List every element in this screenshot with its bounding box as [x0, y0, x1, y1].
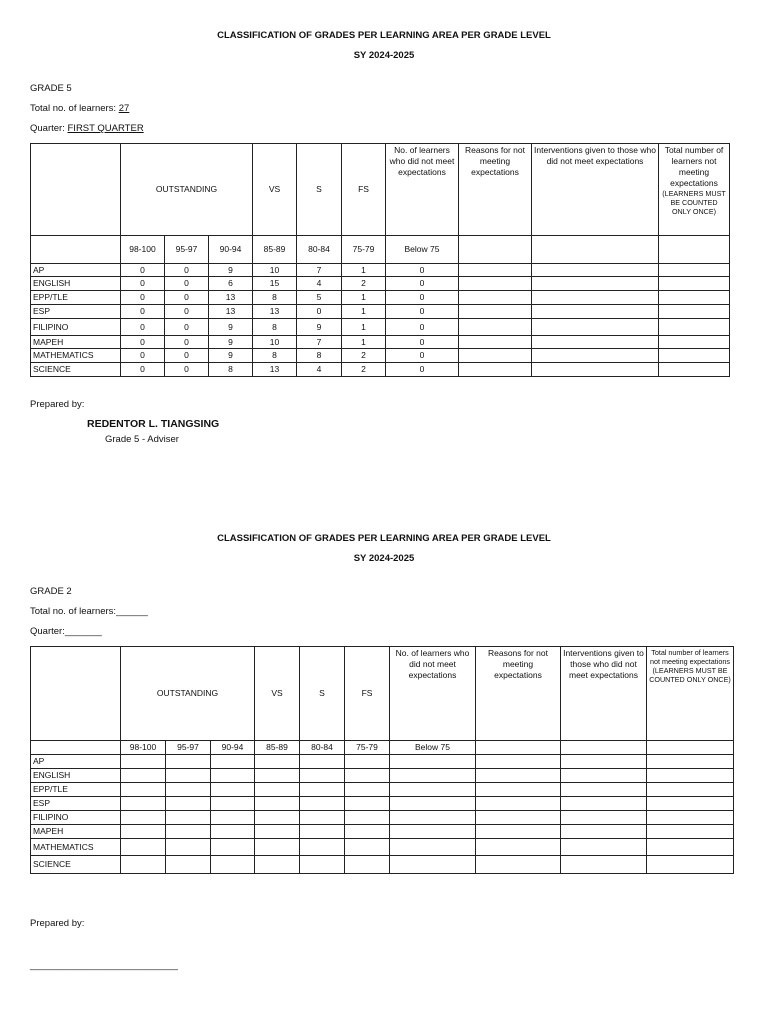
subject-cell: FILIPINO	[31, 319, 121, 336]
empty-cell	[255, 856, 300, 874]
value-cell: 5	[297, 291, 342, 305]
empty-cell	[459, 305, 532, 319]
value-cell: 0	[386, 336, 459, 349]
header-s: S	[300, 647, 345, 741]
empty-cell	[532, 319, 659, 336]
value-cell: 0	[121, 336, 165, 349]
empty-cell	[659, 264, 730, 277]
empty-cell	[476, 839, 561, 856]
value-cell: 0	[165, 305, 209, 319]
header-fs: FS	[345, 647, 390, 741]
empty-cell	[255, 811, 300, 825]
header-outstanding: OUTSTANDING	[121, 647, 255, 741]
subject-cell: MATHEMATICS	[31, 839, 121, 856]
empty-cell	[300, 825, 345, 839]
empty-cell	[121, 856, 166, 874]
empty-cell	[647, 856, 734, 874]
report1-learners-label: Total no. of learners:	[30, 103, 119, 114]
header-total-note: (LEARNERS MUST BE COUNTED ONLY ONCE)	[662, 189, 726, 216]
header-vs: VS	[255, 647, 300, 741]
range-label: 90-94	[209, 236, 253, 264]
blank-header-cell	[31, 647, 121, 741]
subject-cell: MAPEH	[31, 336, 121, 349]
empty-cell	[300, 811, 345, 825]
value-cell: 0	[386, 264, 459, 277]
range-label: 98-100	[121, 741, 166, 755]
value-cell: 4	[297, 277, 342, 291]
value-cell: 13	[209, 291, 253, 305]
table-row	[31, 755, 734, 769]
value-cell: 13	[253, 305, 297, 319]
value-cell: 9	[209, 349, 253, 363]
empty-cell	[211, 839, 255, 856]
value-cell: 13	[253, 363, 297, 377]
value-cell: 0	[121, 363, 165, 377]
empty-cell	[345, 856, 390, 874]
value-cell: 9	[209, 264, 253, 277]
report2-signature-line: ____________________________	[30, 960, 178, 971]
empty-cell	[647, 825, 734, 839]
value-cell: 2	[342, 363, 386, 377]
empty-cell	[561, 797, 647, 811]
empty-cell	[166, 856, 211, 874]
empty-cell	[390, 783, 476, 797]
blank-header-cell	[31, 144, 121, 236]
report2-grade: GRADE 2	[30, 586, 72, 597]
empty-cell	[345, 769, 390, 783]
report2-grades-table	[30, 646, 734, 874]
report1-learners-value: 27	[118, 103, 130, 114]
subject-cell: ENGLISH	[31, 277, 121, 291]
empty-cell	[476, 755, 561, 769]
empty-cell	[390, 825, 476, 839]
table-row	[31, 797, 734, 811]
report2-quarter: Quarter:_______	[30, 626, 102, 637]
empty-cell	[459, 291, 532, 305]
empty-cell	[647, 755, 734, 769]
table-row	[31, 319, 730, 336]
value-cell: 7	[297, 336, 342, 349]
empty-cell	[659, 363, 730, 377]
empty-cell	[659, 291, 730, 305]
subject-cell: MAPEH	[31, 825, 121, 839]
value-cell: 0	[386, 349, 459, 363]
value-cell: 10	[253, 264, 297, 277]
report1-grades-table	[30, 143, 730, 377]
empty-cell	[476, 797, 561, 811]
value-cell: 0	[165, 363, 209, 377]
empty-cell	[561, 839, 647, 856]
report1-school-year: SY 2024-2025	[353, 50, 415, 61]
report1-learners	[30, 103, 129, 114]
empty-cell	[166, 825, 211, 839]
empty-cell	[121, 769, 166, 783]
empty-cell	[647, 797, 734, 811]
subject-cell: AP	[31, 755, 121, 769]
empty-cell	[647, 811, 734, 825]
empty-cell	[121, 755, 166, 769]
empty-cell	[532, 264, 659, 277]
empty-cell	[211, 769, 255, 783]
value-cell: 0	[121, 277, 165, 291]
empty-cell	[390, 797, 476, 811]
report1-grade: GRADE 5	[30, 83, 72, 94]
empty-cell	[561, 825, 647, 839]
value-cell: 8	[253, 319, 297, 336]
empty-cell	[166, 783, 211, 797]
header-interventions: Interventions given to those who did not meet expectations	[532, 144, 659, 236]
empty-cell	[300, 839, 345, 856]
empty-cell	[345, 797, 390, 811]
report2-title: CLASSIFICATION OF GRADES PER LEARNING AREA PER GRADE LEVEL	[217, 533, 551, 544]
table-row	[31, 783, 734, 797]
value-cell: 1	[342, 319, 386, 336]
subject-cell: EPP/TLE	[31, 291, 121, 305]
value-cell: 0	[165, 336, 209, 349]
range-label: 95-97	[165, 236, 209, 264]
value-cell: 1	[342, 336, 386, 349]
value-cell: 1	[342, 291, 386, 305]
range-blank-cell	[459, 236, 532, 264]
subject-cell: AP	[31, 264, 121, 277]
empty-cell	[255, 769, 300, 783]
value-cell: 7	[297, 264, 342, 277]
subject-cell: SCIENCE	[31, 363, 121, 377]
value-cell: 0	[386, 277, 459, 291]
empty-cell	[211, 825, 255, 839]
subject-cell: ENGLISH	[31, 769, 121, 783]
range-blank-cell	[31, 236, 121, 264]
report1-quarter-value: FIRST QUARTER	[67, 123, 144, 134]
empty-cell	[459, 277, 532, 291]
header-s: S	[297, 144, 342, 236]
subject-cell: ESP	[31, 305, 121, 319]
empty-cell	[166, 769, 211, 783]
range-label: 85-89	[255, 741, 300, 755]
range-label: 85-89	[253, 236, 297, 264]
empty-cell	[211, 755, 255, 769]
empty-cell	[345, 755, 390, 769]
subject-cell: FILIPINO	[31, 811, 121, 825]
empty-cell	[121, 783, 166, 797]
range-blank-cell	[31, 741, 121, 755]
value-cell: 0	[121, 264, 165, 277]
empty-cell	[255, 783, 300, 797]
empty-cell	[476, 856, 561, 874]
value-cell: 2	[342, 277, 386, 291]
range-label: 75-79	[345, 741, 390, 755]
range-blank-cell	[659, 236, 730, 264]
empty-cell	[647, 783, 734, 797]
header-total-label: Total number of learners not meeting expectations	[664, 145, 724, 188]
report1-quarter-label: Quarter:	[30, 123, 68, 134]
empty-cell	[121, 825, 166, 839]
empty-cell	[659, 336, 730, 349]
table-row	[31, 811, 734, 825]
value-cell: 10	[253, 336, 297, 349]
value-cell: 13	[209, 305, 253, 319]
subject-cell: ESP	[31, 797, 121, 811]
empty-cell	[476, 769, 561, 783]
report2-learners: Total no. of learners:______	[30, 606, 148, 617]
empty-cell	[476, 783, 561, 797]
value-cell: 8	[253, 349, 297, 363]
range-label: Below 75	[390, 741, 476, 755]
value-cell: 0	[165, 277, 209, 291]
report1-signatory-name: REDENTOR L. TIANGSING	[87, 418, 220, 430]
empty-cell	[211, 783, 255, 797]
range-label: 90-94	[211, 741, 255, 755]
header-total-label: Total number of learners not meeting expectations	[650, 648, 730, 666]
empty-cell	[390, 856, 476, 874]
subject-cell: MATHEMATICS	[31, 349, 121, 363]
value-cell: 0	[297, 305, 342, 319]
empty-cell	[166, 811, 211, 825]
empty-cell	[532, 336, 659, 349]
empty-cell	[255, 839, 300, 856]
table-row	[31, 264, 730, 277]
value-cell: 8	[297, 349, 342, 363]
value-cell: 0	[121, 349, 165, 363]
header-not-met: No. of learners who did not meet expectations	[390, 647, 476, 741]
empty-cell	[659, 319, 730, 336]
empty-cell	[300, 769, 345, 783]
table-row	[31, 277, 730, 291]
value-cell: 9	[209, 336, 253, 349]
empty-cell	[300, 755, 345, 769]
empty-cell	[390, 769, 476, 783]
empty-cell	[476, 811, 561, 825]
empty-cell	[300, 856, 345, 874]
table-row	[31, 825, 734, 839]
empty-cell	[166, 797, 211, 811]
empty-cell	[390, 755, 476, 769]
header-reasons: Reasons for not meeting expectations	[459, 144, 532, 236]
range-blank-cell	[532, 236, 659, 264]
empty-cell	[345, 811, 390, 825]
value-cell: 1	[342, 305, 386, 319]
header-fs: FS	[342, 144, 386, 236]
range-blank-cell	[561, 741, 647, 755]
range-blank-cell	[647, 741, 734, 755]
report1-quarter	[30, 123, 144, 134]
empty-cell	[561, 755, 647, 769]
empty-cell	[459, 264, 532, 277]
empty-cell	[659, 349, 730, 363]
empty-cell	[647, 839, 734, 856]
value-cell: 2	[342, 349, 386, 363]
empty-cell	[121, 839, 166, 856]
value-cell: 0	[165, 319, 209, 336]
empty-cell	[345, 825, 390, 839]
empty-cell	[255, 797, 300, 811]
subject-cell: EPP/TLE	[31, 783, 121, 797]
header-total	[659, 144, 730, 236]
empty-cell	[659, 305, 730, 319]
empty-cell	[459, 363, 532, 377]
empty-cell	[166, 839, 211, 856]
range-label: 80-84	[300, 741, 345, 755]
table-row	[31, 363, 730, 377]
header-total	[647, 647, 734, 741]
report1-prepared-by: Prepared by:	[30, 399, 85, 410]
empty-cell	[300, 797, 345, 811]
report2-school-year: SY 2024-2025	[353, 553, 415, 564]
value-cell: 9	[297, 319, 342, 336]
empty-cell	[459, 319, 532, 336]
report1-title: CLASSIFICATION OF GRADES PER LEARNING AREA PER GRADE LEVEL	[217, 30, 551, 41]
value-cell: 0	[386, 363, 459, 377]
empty-cell	[211, 811, 255, 825]
table-row	[31, 856, 734, 874]
empty-cell	[459, 336, 532, 349]
range-label: 75-79	[342, 236, 386, 264]
empty-cell	[659, 277, 730, 291]
empty-cell	[390, 811, 476, 825]
range-label: Below 75	[386, 236, 459, 264]
range-label: 95-97	[166, 741, 211, 755]
empty-cell	[166, 755, 211, 769]
header-outstanding: OUTSTANDING	[121, 144, 253, 236]
empty-cell	[255, 755, 300, 769]
value-cell: 1	[342, 264, 386, 277]
report1-signatory-role: Grade 5 - Adviser	[105, 434, 179, 445]
header-vs: VS	[253, 144, 297, 236]
empty-cell	[561, 856, 647, 874]
empty-cell	[561, 783, 647, 797]
table-row	[31, 349, 730, 363]
table-row	[31, 305, 730, 319]
value-cell: 0	[386, 291, 459, 305]
empty-cell	[121, 797, 166, 811]
range-label: 98-100	[121, 236, 165, 264]
empty-cell	[211, 856, 255, 874]
table-row	[31, 336, 730, 349]
value-cell: 15	[253, 277, 297, 291]
table-row	[31, 769, 734, 783]
empty-cell	[211, 797, 255, 811]
empty-cell	[255, 825, 300, 839]
value-cell: 0	[121, 319, 165, 336]
header-total-note: (LEARNERS MUST BE COUNTED ONLY ONCE)	[649, 666, 731, 684]
empty-cell	[532, 363, 659, 377]
empty-cell	[647, 769, 734, 783]
value-cell: 0	[121, 291, 165, 305]
value-cell: 0	[165, 264, 209, 277]
value-cell: 0	[386, 305, 459, 319]
header-reasons: Reasons for not meeting expectations	[476, 647, 561, 741]
header-interventions: Interventions given to those who did not meet expectations	[561, 647, 647, 741]
value-cell: 0	[121, 305, 165, 319]
value-cell: 0	[165, 291, 209, 305]
empty-cell	[300, 783, 345, 797]
empty-cell	[476, 825, 561, 839]
table-row	[31, 291, 730, 305]
value-cell: 6	[209, 277, 253, 291]
empty-cell	[345, 839, 390, 856]
report2-prepared-by: Prepared by:	[30, 918, 85, 929]
empty-cell	[345, 783, 390, 797]
empty-cell	[561, 811, 647, 825]
value-cell: 0	[386, 319, 459, 336]
empty-cell	[459, 349, 532, 363]
empty-cell	[532, 291, 659, 305]
empty-cell	[532, 349, 659, 363]
empty-cell	[532, 305, 659, 319]
value-cell: 0	[165, 349, 209, 363]
empty-cell	[121, 811, 166, 825]
value-cell: 4	[297, 363, 342, 377]
empty-cell	[532, 277, 659, 291]
range-label: 80-84	[297, 236, 342, 264]
range-blank-cell	[476, 741, 561, 755]
value-cell: 8	[253, 291, 297, 305]
value-cell: 8	[209, 363, 253, 377]
empty-cell	[561, 769, 647, 783]
table-row	[31, 839, 734, 856]
empty-cell	[390, 839, 476, 856]
value-cell: 9	[209, 319, 253, 336]
header-not-met: No. of learners who did not meet expectations	[386, 144, 459, 236]
subject-cell: SCIENCE	[31, 856, 121, 874]
